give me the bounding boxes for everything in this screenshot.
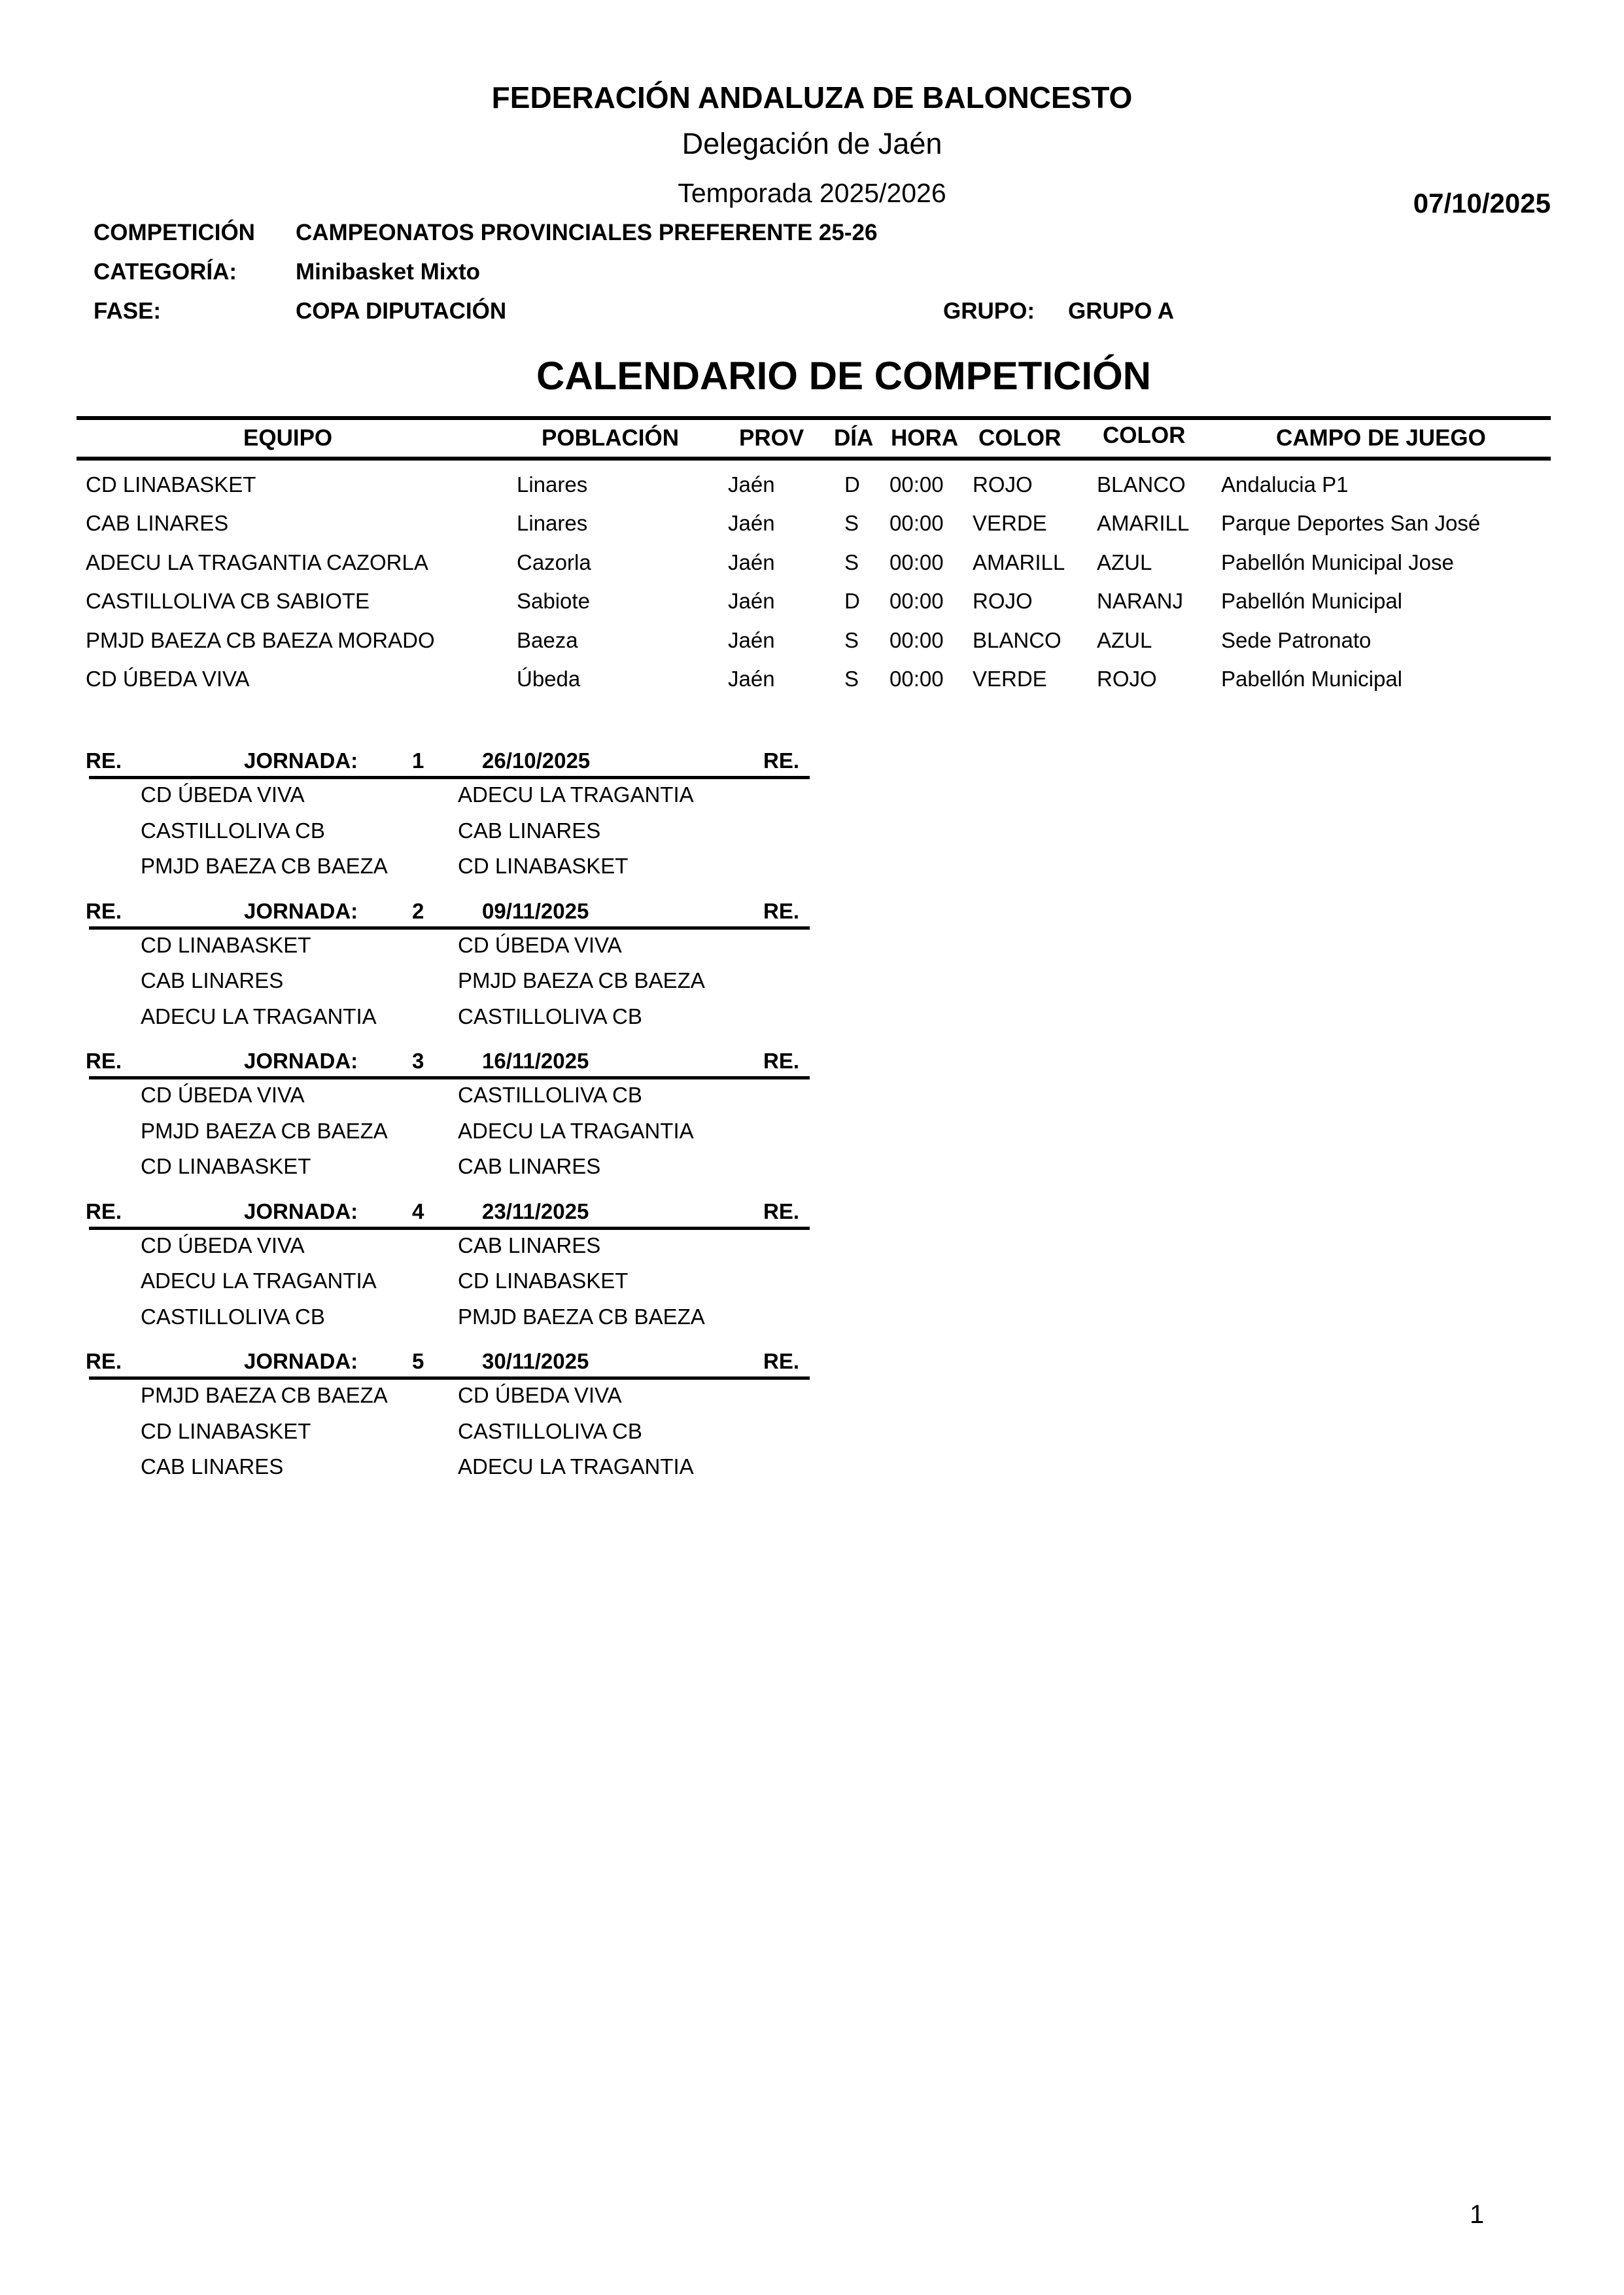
match-home-team: CD LINABASKET: [141, 1154, 311, 1178]
team-cell-day: D: [844, 472, 860, 497]
group-value: GRUPO A: [1068, 298, 1175, 324]
team-cell-color-1: ROJO: [973, 472, 1033, 497]
match-away-team: PMJD BAEZA CB BAEZA: [458, 968, 705, 992]
round-label: JORNADA:: [244, 1199, 358, 1223]
team-cell-town: Cazorla: [517, 550, 591, 574]
match-away-team: CASTILLOLIVA CB: [458, 1418, 642, 1443]
match-away-team: CAB LINARES: [458, 1233, 601, 1257]
match-away-team: ADECU LA TRAGANTIA: [458, 1454, 694, 1479]
col-header-town: POBLACIÓN: [542, 425, 679, 451]
team-cell-color-2: AMARILL: [1097, 511, 1190, 536]
match-home-team: CAB LINARES: [141, 968, 284, 992]
print-date: 07/10/2025: [1413, 188, 1551, 219]
category-label: CATEGORÍA:: [94, 259, 237, 285]
match-home-team: CAB LINARES: [141, 1454, 284, 1479]
match-away-team: CASTILLOLIVA CB: [458, 1083, 642, 1107]
category-value: Minibasket Mixto: [296, 259, 480, 285]
round-rule: [89, 926, 810, 930]
col-header-color2: COLOR: [1103, 423, 1186, 448]
round-rule: [89, 1376, 810, 1380]
competition-value: CAMPEONATOS PROVINCIALES PREFERENTE 25-26: [296, 220, 878, 245]
match-home-team: CD LINABASKET: [141, 932, 311, 957]
round-re-left: RE.: [86, 1049, 122, 1073]
organization-title: FEDERACIÓN ANDALUZA DE BALONCESTO: [491, 80, 1133, 114]
team-cell-province: Jaén: [728, 589, 775, 614]
team-cell-color-1: VERDE: [973, 511, 1047, 536]
team-cell-time: 00:00: [890, 511, 944, 536]
group-label: GRUPO:: [943, 298, 1035, 324]
round-re-right: RE.: [763, 898, 800, 923]
team-cell-day: S: [844, 550, 859, 574]
round-date: 30/11/2025: [482, 1349, 589, 1373]
round-date: 23/11/2025: [482, 1199, 589, 1223]
season-label: Temporada 2025/2026: [678, 178, 946, 208]
team-cell-day: S: [844, 511, 859, 536]
team-cell-town: Sabiote: [517, 589, 590, 614]
round-re-right: RE.: [763, 1049, 800, 1073]
team-cell-province: Jaén: [728, 550, 775, 574]
team-cell-color-1: VERDE: [973, 667, 1047, 691]
team-cell-time: 00:00: [890, 589, 944, 614]
match-home-team: PMJD BAEZA CB BAEZA: [141, 1118, 388, 1143]
round-label: JORNADA:: [244, 1349, 358, 1373]
match-home-team: PMJD BAEZA CB BAEZA: [141, 1383, 388, 1407]
match-home-team: ADECU LA TRAGANTIA: [141, 1269, 377, 1293]
calendar-title: CALENDARIO DE COMPETICIÓN: [536, 354, 1152, 398]
round-re-right: RE.: [763, 1349, 800, 1373]
match-away-team: CAB LINARES: [458, 1154, 601, 1178]
match-away-team: CD ÚBEDA VIVA: [458, 1383, 622, 1407]
team-cell-venue: Pabellón Municipal Jose: [1221, 550, 1454, 574]
page-number: 1: [1470, 2200, 1485, 2229]
team-cell-venue: Pabellón Municipal: [1221, 667, 1403, 691]
col-header-color1: COLOR: [978, 425, 1062, 451]
round-re-right: RE.: [763, 1199, 800, 1223]
match-away-team: CD LINABASKET: [458, 1269, 629, 1293]
table-top-rule: [77, 416, 1551, 420]
team-cell-time: 00:00: [890, 550, 944, 574]
team-cell-day: S: [844, 667, 859, 691]
team-cell-team: ADECU LA TRAGANTIA CAZORLA: [86, 550, 428, 574]
team-cell-province: Jaén: [728, 627, 775, 652]
round-label: JORNADA:: [244, 1049, 358, 1073]
competition-label: COMPETICIÓN: [94, 220, 255, 245]
phase-label: FASE:: [94, 298, 162, 324]
team-cell-color-1: BLANCO: [973, 627, 1062, 652]
match-home-team: CD LINABASKET: [141, 1418, 311, 1443]
team-cell-team: CD LINABASKET: [86, 472, 256, 497]
phase-value: COPA DIPUTACIÓN: [296, 298, 507, 324]
round-number: 5: [412, 1349, 424, 1373]
round-number: 3: [412, 1049, 424, 1073]
round-re-left: RE.: [86, 748, 122, 773]
round-rule: [89, 776, 810, 779]
team-cell-town: Úbeda: [517, 667, 581, 691]
round-re-left: RE.: [86, 898, 122, 923]
team-cell-time: 00:00: [890, 667, 944, 691]
round-label: JORNADA:: [244, 898, 358, 923]
team-cell-venue: Pabellón Municipal: [1221, 589, 1403, 614]
team-cell-province: Jaén: [728, 472, 775, 497]
team-cell-team: CD ÚBEDA VIVA: [86, 667, 250, 691]
match-away-team: ADECU LA TRAGANTIA: [458, 1118, 694, 1143]
round-re-left: RE.: [86, 1349, 122, 1373]
col-header-prov: PROV: [739, 425, 804, 451]
round-number: 1: [412, 748, 424, 773]
match-home-team: CD ÚBEDA VIVA: [141, 782, 305, 807]
team-cell-town: Baeza: [517, 627, 578, 652]
team-cell-color-2: NARANJ: [1097, 589, 1184, 614]
match-away-team: CASTILLOLIVA CB: [458, 1004, 642, 1028]
team-cell-province: Jaén: [728, 511, 775, 536]
team-cell-color-1: ROJO: [973, 589, 1033, 614]
col-header-time: HORA: [891, 425, 959, 451]
team-cell-color-1: AMARILL: [973, 550, 1065, 574]
round-date: 16/11/2025: [482, 1049, 589, 1073]
match-away-team: PMJD BAEZA CB BAEZA: [458, 1304, 705, 1329]
match-home-team: PMJD BAEZA CB BAEZA: [141, 854, 388, 878]
team-cell-day: D: [844, 589, 860, 614]
match-home-team: CD ÚBEDA VIVA: [141, 1233, 305, 1257]
round-re-right: RE.: [763, 748, 800, 773]
round-date: 09/11/2025: [482, 898, 589, 923]
col-header-venue: CAMPO DE JUEGO: [1276, 425, 1486, 451]
team-cell-venue: Sede Patronato: [1221, 627, 1372, 652]
team-cell-time: 00:00: [890, 472, 944, 497]
match-away-team: CD LINABASKET: [458, 854, 629, 878]
team-cell-color-2: AZUL: [1097, 627, 1152, 652]
team-cell-town: Linares: [517, 511, 588, 536]
team-cell-province: Jaén: [728, 667, 775, 691]
team-cell-town: Linares: [517, 472, 588, 497]
match-away-team: CAB LINARES: [458, 818, 601, 843]
team-cell-time: 00:00: [890, 627, 944, 652]
table-header-rule: [77, 457, 1551, 461]
round-re-left: RE.: [86, 1199, 122, 1223]
col-header-day: DÍA: [834, 425, 874, 451]
round-rule: [89, 1227, 810, 1230]
team-cell-venue: Andalucia P1: [1221, 472, 1349, 497]
team-cell-team: CAB LINARES: [86, 511, 229, 536]
match-home-team: CASTILLOLIVA CB: [141, 818, 325, 843]
team-cell-team: PMJD BAEZA CB BAEZA MORADO: [86, 627, 435, 652]
team-cell-color-2: ROJO: [1097, 667, 1157, 691]
round-date: 26/10/2025: [482, 748, 591, 773]
match-home-team: CASTILLOLIVA CB: [141, 1304, 325, 1329]
round-number: 2: [412, 898, 424, 923]
round-number: 4: [412, 1199, 424, 1223]
match-away-team: CD ÚBEDA VIVA: [458, 932, 622, 957]
round-label: JORNADA:: [244, 748, 358, 773]
team-cell-color-2: AZUL: [1097, 550, 1152, 574]
team-cell-color-2: BLANCO: [1097, 472, 1186, 497]
team-cell-day: S: [844, 627, 859, 652]
round-rule: [89, 1076, 810, 1079]
team-cell-team: CASTILLOLIVA CB SABIOTE: [86, 589, 370, 614]
match-home-team: CD ÚBEDA VIVA: [141, 1083, 305, 1107]
col-header-team: EQUIPO: [243, 425, 333, 451]
delegation-subtitle: Delegación de Jaén: [682, 127, 942, 160]
team-cell-venue: Parque Deportes San José: [1221, 511, 1481, 536]
match-away-team: ADECU LA TRAGANTIA: [458, 782, 694, 807]
match-home-team: ADECU LA TRAGANTIA: [141, 1004, 377, 1028]
